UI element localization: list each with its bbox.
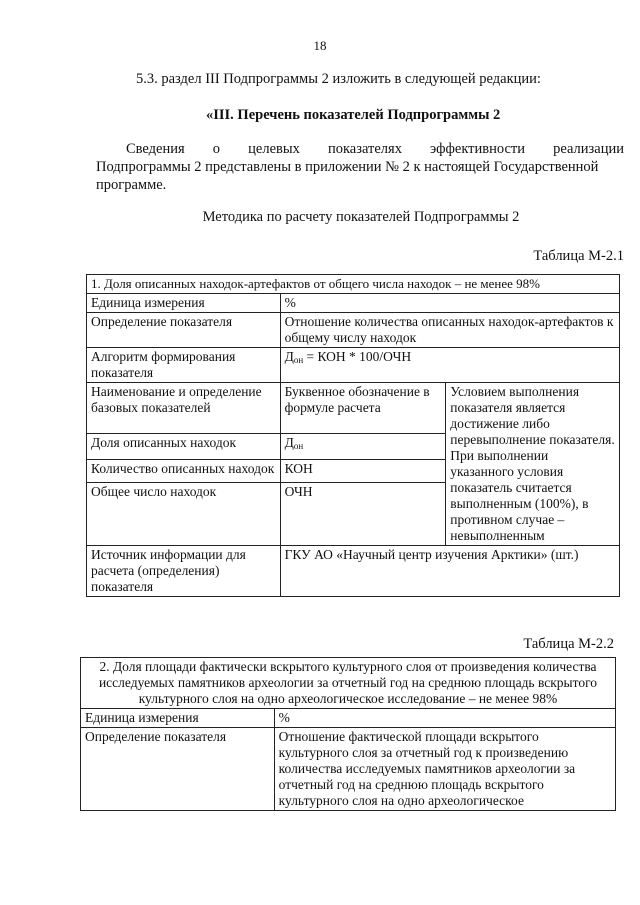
- para-line-2: Подпрограммы 2 представлены в приложении № 2 к настоящей Государственной: [96, 159, 599, 175]
- table1-source-value: ГКУ АО «Научный центр изучения Арктики» (шт.): [280, 546, 619, 597]
- table-row: [87, 546, 620, 597]
- table-m-2-1: [86, 274, 620, 597]
- method-title: Методика по расчету показателей Подпрограммы 2: [202, 209, 520, 225]
- page-number: 18: [313, 38, 327, 53]
- table2-def-label: Определение показателя: [81, 728, 275, 811]
- table-row: [87, 275, 620, 294]
- table1-row2-code: КОН: [280, 460, 446, 483]
- formula-d: Д: [284, 349, 294, 364]
- table-row: [87, 294, 620, 313]
- table1-algo-label: Алгоритм формирования показателя: [87, 348, 281, 383]
- table2-header: 2. Доля площади фактически вскрытого культурного слоя от произведения количества исследуемых памятников археологии за отчетный год на среднюю площадь вскрытого культурного слоя на одно археологическое исследование – не менее 98%: [81, 658, 616, 709]
- table1-condition: Условием выполнения показателя является достижение либо перевыполнение показателя. При выполнении указанного условия показатель считается выполненным (100%), в противном случае – невыполненным: [446, 383, 620, 546]
- table2-unit-value: %: [274, 709, 615, 728]
- table1-letter-label: Буквенное обозначение в формуле расчета: [280, 383, 446, 434]
- code-sub: он: [293, 441, 304, 451]
- table1-row2-name: Количество описанных находок: [87, 460, 281, 483]
- table1-base-label: Наименование и определение базовых показателей: [87, 383, 281, 434]
- table1-unit-value: %: [280, 294, 619, 313]
- table1-source-label: Источник информации для расчета (определения) показателя: [87, 546, 281, 597]
- table1-row1-code: [280, 434, 446, 460]
- table2-label: Таблица М-2.2: [523, 636, 614, 652]
- para-line-1: Сведения о целевых показателях эффективности реализации: [126, 141, 624, 157]
- table-row: [81, 709, 616, 728]
- table1-algo-formula: [280, 348, 619, 383]
- table1-label: Таблица М-2.1: [533, 248, 624, 264]
- table-m-2-2: [80, 657, 616, 811]
- para-line-3: программе.: [96, 177, 167, 193]
- table1-header: 1. Доля описанных находок-артефактов от общего числа находок – не менее 98%: [87, 275, 620, 294]
- table1-def-value: Отношение количества описанных находок-артефактов к общему числу находок: [280, 313, 619, 348]
- table2-def-value: Отношение фактической площади вскрытого культурного слоя за отчетный год к произведению количества исследуемых памятников археологии за отчетный год на среднюю площадь вскрытого культурного слоя на одно археологическое: [274, 728, 615, 811]
- table-row: [87, 348, 620, 383]
- table1-unit-label: Единица измерения: [87, 294, 281, 313]
- formula-rest: = КОН * 100/ОЧН: [303, 349, 412, 364]
- table1-row1-name: Доля описанных находок: [87, 434, 281, 460]
- table-row: [81, 658, 616, 709]
- table1-row3-name: Общее число находок: [87, 483, 281, 546]
- code-d: Д: [284, 435, 294, 450]
- table1-def-label: Определение показателя: [87, 313, 281, 348]
- intro-text: 5.3. раздел III Подпрограммы 2 изложить в следующей редакции:: [136, 71, 541, 87]
- table-row: [87, 313, 620, 348]
- table1-row3-code: ОЧН: [280, 483, 446, 546]
- table-row: [81, 728, 616, 811]
- section-title: «III. Перечень показателей Подпрограммы 2: [206, 107, 501, 123]
- formula-sub: он: [293, 355, 304, 365]
- table2-unit-label: Единица измерения: [81, 709, 275, 728]
- table-row: [87, 383, 620, 434]
